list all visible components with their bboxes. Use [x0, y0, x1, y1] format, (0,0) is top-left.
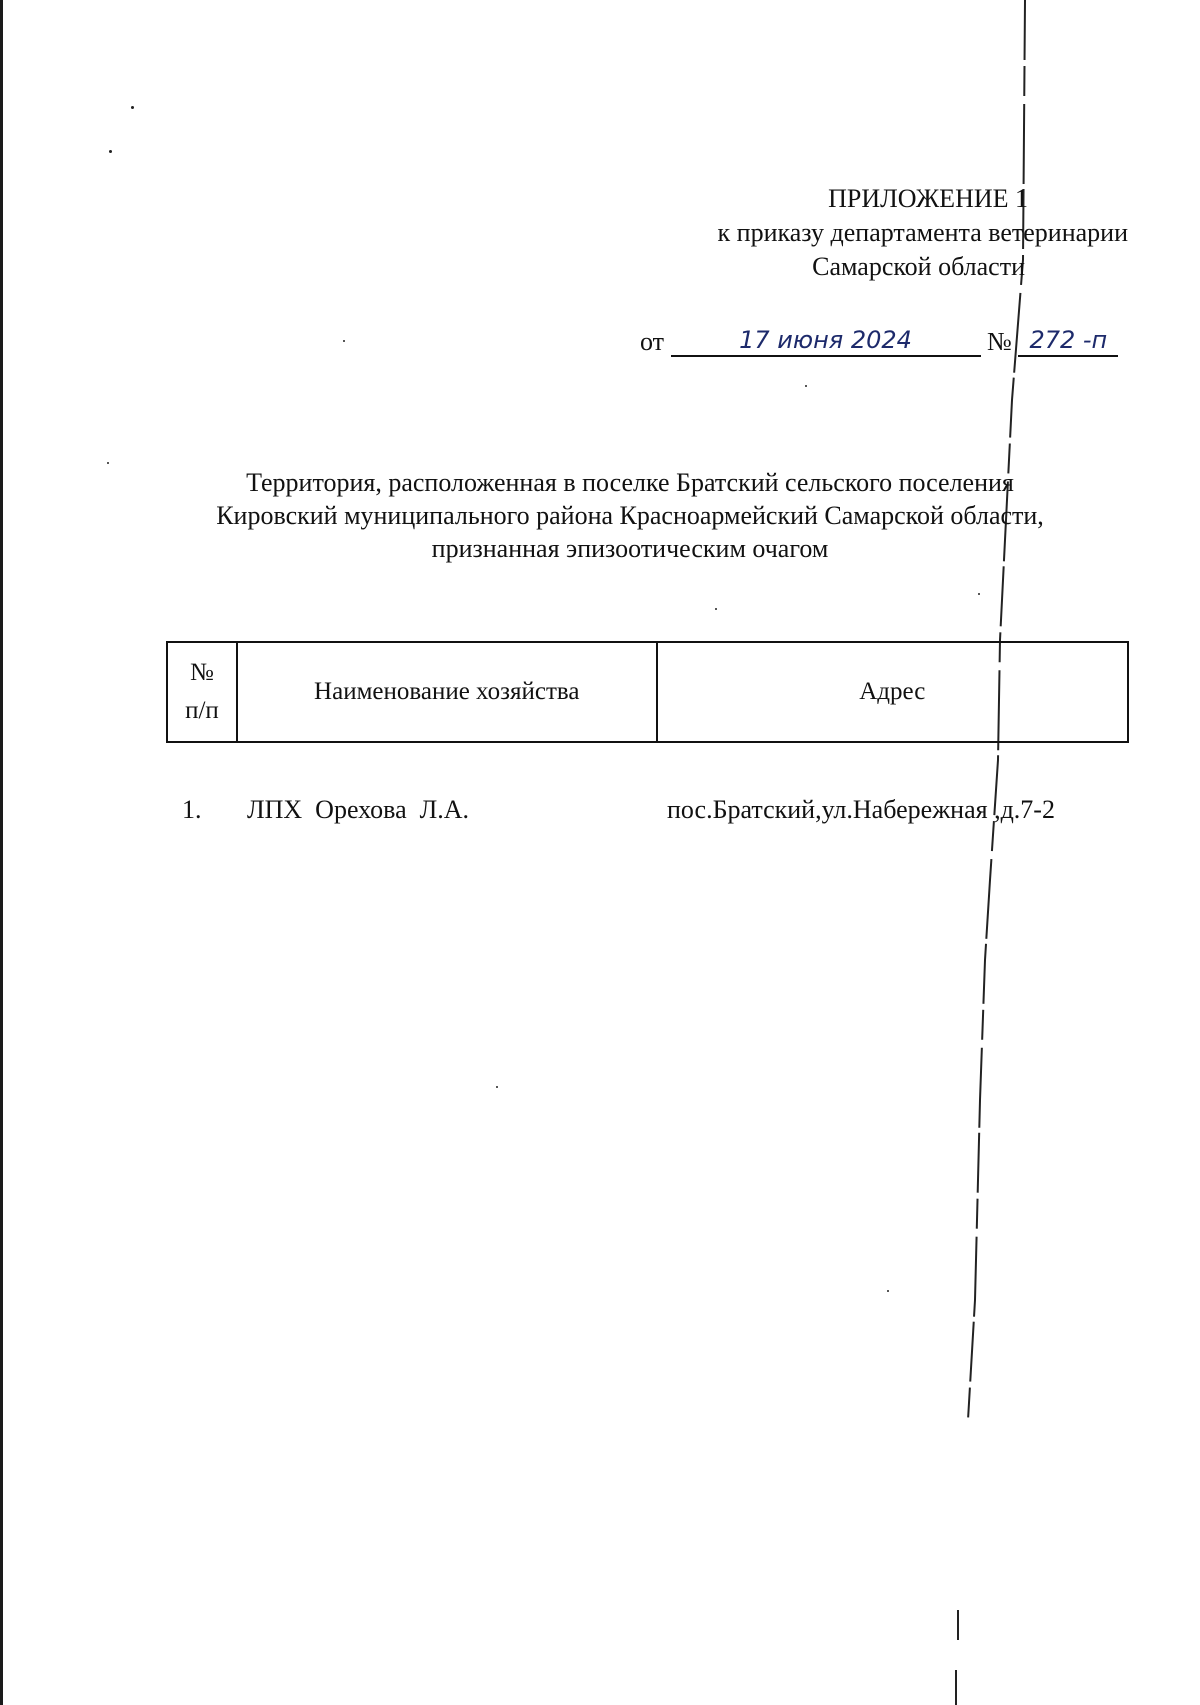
column-header-farm-name: Наименование хозяйства [237, 642, 657, 742]
appendix-region: Самарской области [812, 252, 1025, 281]
appendix-header [718, 182, 1128, 284]
farms-table [166, 641, 1129, 743]
order-number-label: № [987, 327, 1012, 356]
heading-line-1: Территория, расположенная в поселке Братский сельского поселения [246, 468, 1014, 497]
appendix-order-reference: к приказу департамента ветеринарии [717, 218, 1128, 247]
order-date-handwritten: 17 июня 2024 [671, 327, 981, 357]
scan-speck [343, 340, 345, 342]
column-header-number [167, 642, 237, 742]
row-address: пос.Братский,ул.Набережная ,д.7-2 [667, 795, 1055, 824]
scan-speck [496, 1086, 498, 1088]
scan-speck [131, 106, 134, 109]
scan-speck [978, 593, 980, 595]
heading-line-3: признанная эпизоотическим очагом [431, 534, 829, 563]
column-header-number-symbol: № [190, 659, 214, 686]
scan-speck [715, 608, 717, 610]
scan-speck [109, 150, 112, 153]
scan-speck [805, 385, 807, 387]
table-header-row [167, 642, 1128, 742]
row-number: 1. [182, 795, 202, 824]
row-farm-name: ЛПХ Орехова Л.А. [247, 795, 470, 824]
appendix-title: ПРИЛОЖЕНИЕ 1 [828, 184, 1028, 213]
order-date-number-line [640, 325, 1118, 357]
scan-edge [0, 0, 3, 1705]
heading-line-2: Кировский муниципального района Красноармейский Самарской области, [216, 501, 1044, 530]
document-heading [150, 466, 1110, 565]
scan-speck [887, 1290, 889, 1292]
scan-speck [107, 462, 109, 464]
column-header-address: Адрес [657, 642, 1128, 742]
order-from-label: от [640, 327, 665, 356]
order-number-handwritten: 272 -п [1018, 327, 1118, 357]
column-header-number-abbr: п/п [185, 697, 219, 724]
